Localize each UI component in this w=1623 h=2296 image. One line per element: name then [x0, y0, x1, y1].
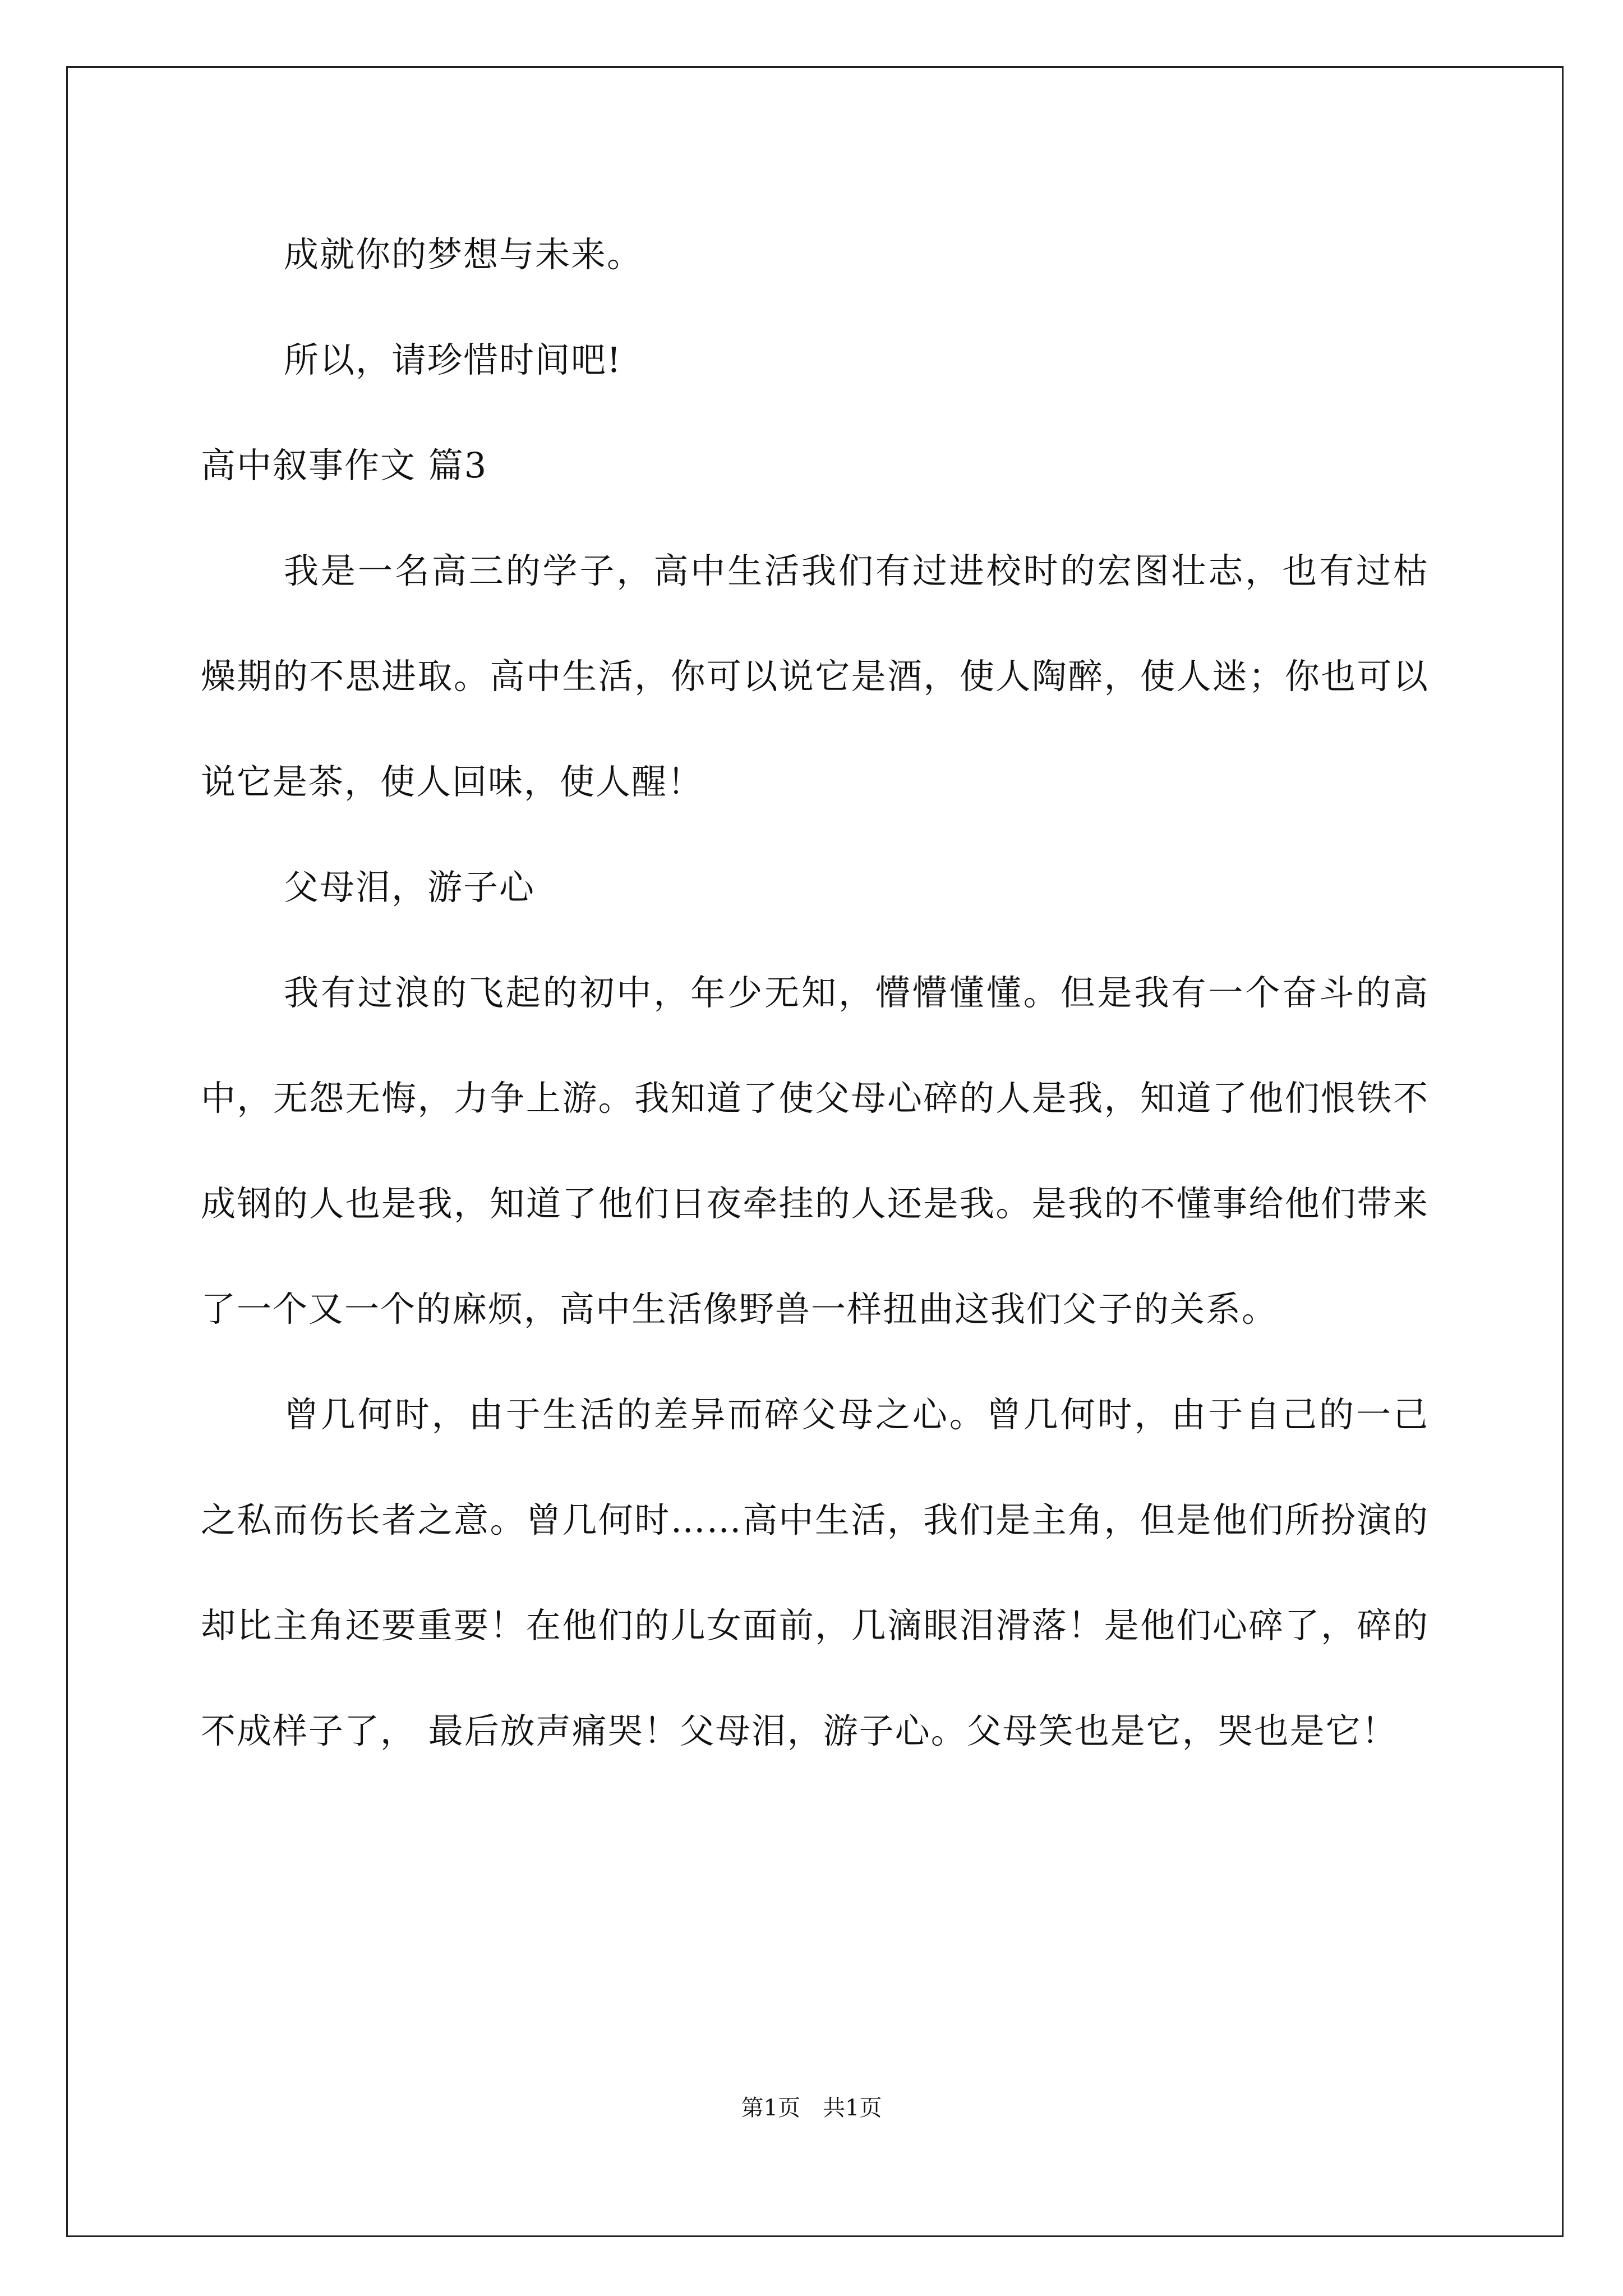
paragraph: 我是一名高三的学子，高中生活我们有过进校时的宏图壮志，也有过枯燥期的不思进取。高中生活，你可以说它是酒，使人陶醉，使人迷；你也可以说它是茶，使人回味，使人醒！	[201, 550, 1429, 802]
paragraph: 父母泪，游子心	[284, 867, 536, 908]
paragraph: 我有过浪的飞起的初中，年少无知，懵懵懂懂。但是我有一个奋斗的高中，无怨无悔，力争上游。我知道了使父母心碎的人是我，知道了他们恨铁不成钢的人也是我，知道了他们日夜牵挂的人还是我。是我的不懂事给他们带来了一个又一个的麻烦，高中生活像野兽一样扭曲这我们父子的关系。	[201, 972, 1429, 1329]
page-footer: 第1页 共1页	[741, 2095, 882, 2121]
paragraph: 所以，请珍惜时间吧!	[284, 339, 622, 380]
paragraph: 成就你的梦想与未来。	[284, 234, 643, 275]
section-heading: 高中叙事作文 篇3	[201, 445, 488, 486]
paragraph: 曾几何时，由于生活的差异而碎父母之心。曾几何时，由于自己的一己之私而伤长者之意。曾几何时……高中生活，我们是主角，但是他们所扮演的却比主角还要重要！在他们的儿女面前，几滴眼泪滑落！是他们心碎了，碎的不成样子了， 最后放声痛哭！父母泪，游子心。父母笑也是它，哭也是它！	[201, 1394, 1429, 1751]
document-body	[201, 202, 1429, 1784]
